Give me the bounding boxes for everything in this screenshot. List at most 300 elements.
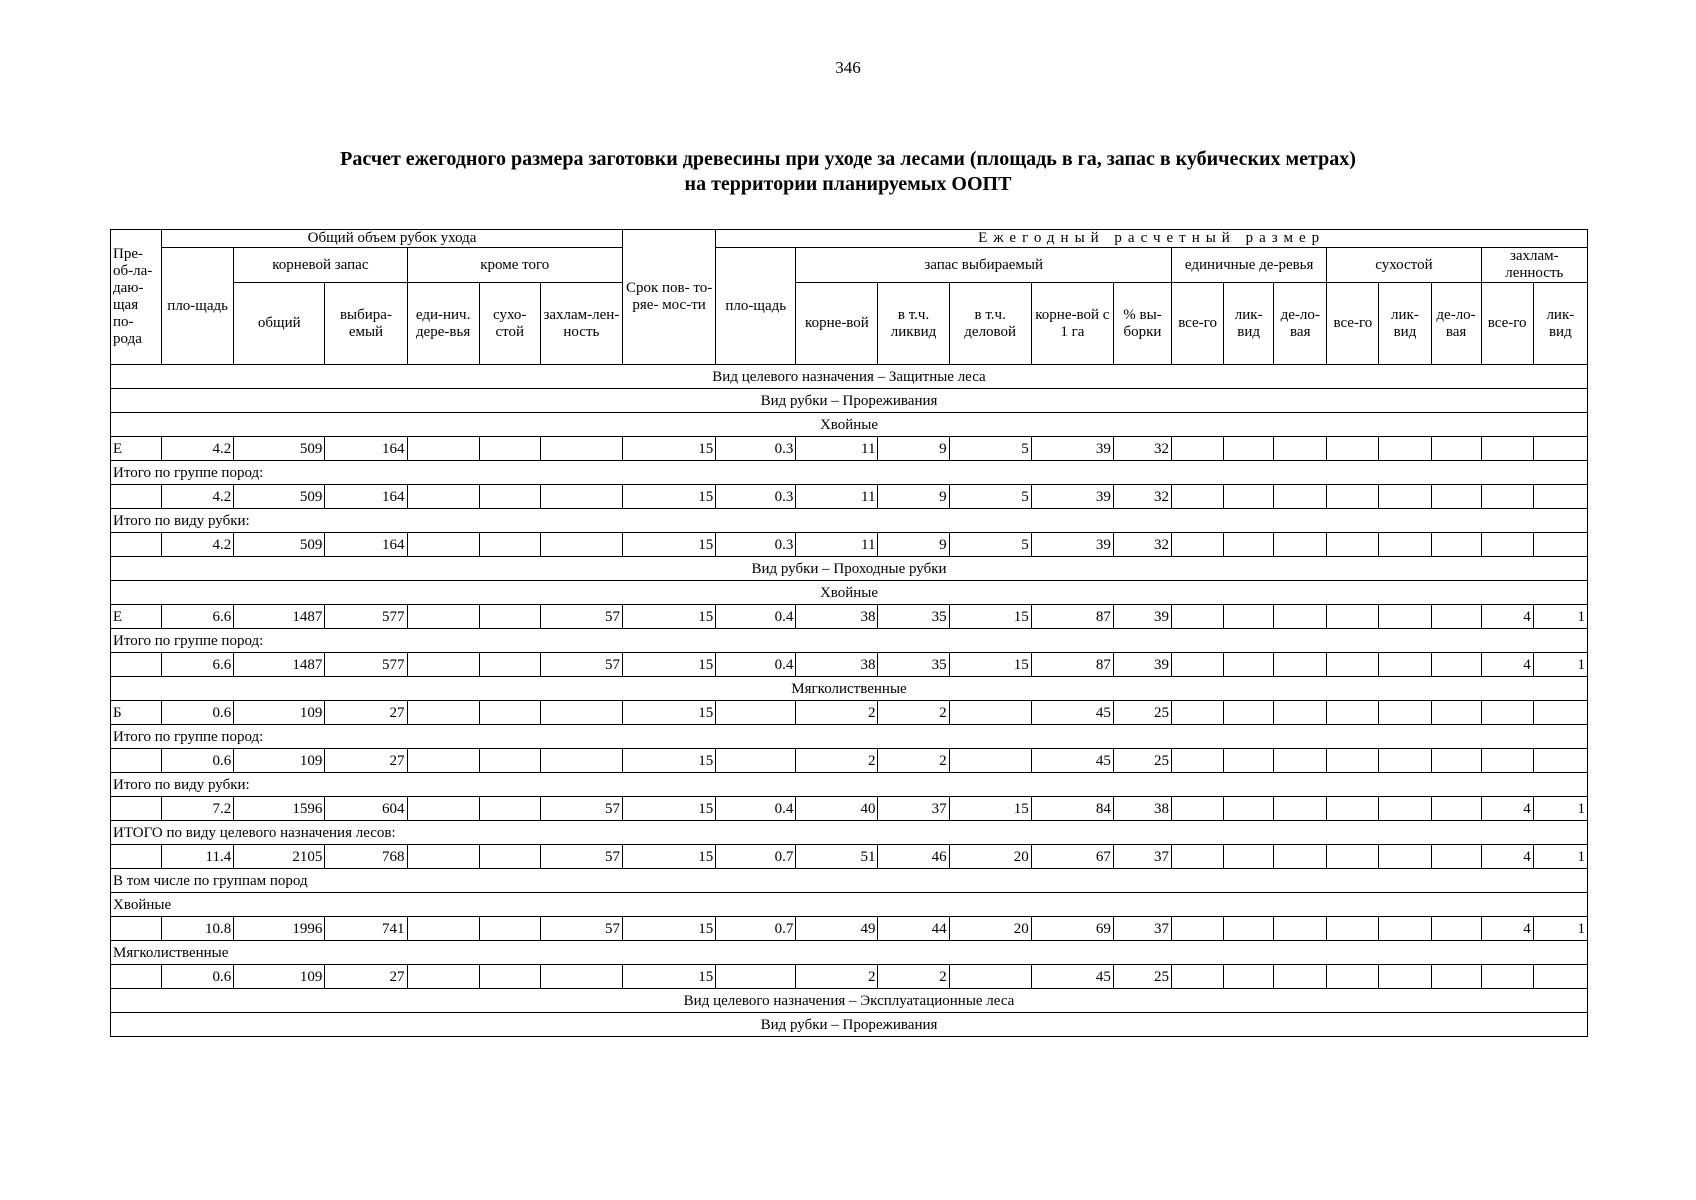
table-cell: [1172, 965, 1224, 989]
table-cell: 15: [623, 437, 716, 461]
table-cell: [716, 749, 796, 773]
table-cell: 32: [1113, 533, 1171, 557]
table-cell: [1224, 845, 1274, 869]
table-cell: 15: [623, 653, 716, 677]
header-root-stock: корневой запас: [234, 248, 407, 283]
header-single-all: все-го: [1172, 283, 1224, 365]
table-cell: 768: [325, 845, 407, 869]
table-cell: 15: [623, 917, 716, 941]
table-cell: 9: [878, 533, 949, 557]
table-cell: [1172, 917, 1224, 941]
section-heading: Хвойные: [111, 413, 1588, 437]
table-cell: 39: [1113, 605, 1171, 629]
header-deadwood-business: де-ло-вая: [1431, 283, 1481, 365]
table-cell: [1274, 485, 1327, 509]
table-cell: [1224, 653, 1274, 677]
table-cell: [1327, 917, 1379, 941]
header-litter: захлам-лен-ность: [540, 283, 622, 365]
subtotal-label: Итого по группе пород:: [111, 725, 1588, 749]
table-cell: [479, 653, 540, 677]
table-cell: 25: [1113, 749, 1171, 773]
section-heading: Мягколиственные: [111, 677, 1588, 701]
table-cell: 15: [623, 485, 716, 509]
table-header: [111, 230, 1588, 365]
table-cell: [1533, 749, 1587, 773]
table-cell: [1481, 485, 1533, 509]
table-cell: 509: [234, 485, 325, 509]
header-besides: кроме того: [407, 248, 622, 283]
table-cell: [1431, 605, 1481, 629]
table-cell: 0.4: [716, 797, 796, 821]
table-row: [111, 845, 1588, 869]
table-cell: [1431, 533, 1481, 557]
section-row: [111, 1013, 1588, 1037]
table-cell: 37: [1113, 845, 1171, 869]
section-row: [111, 557, 1588, 581]
header-total-volume: Общий объем рубок ухода: [162, 230, 623, 248]
section-row: [111, 581, 1588, 605]
table-cell: 4.2: [162, 533, 234, 557]
table-cell: [111, 845, 162, 869]
table-cell: 509: [234, 533, 325, 557]
table-cell: [1533, 533, 1587, 557]
subtotal-label-row: [111, 821, 1588, 845]
table-cell: 45: [1031, 965, 1113, 989]
header-incl-liquid: в т.ч. ликвид: [878, 283, 949, 365]
subtotal-label: Итого по группе пород:: [111, 629, 1588, 653]
table-cell: 57: [540, 605, 622, 629]
table-cell: 4: [1481, 797, 1533, 821]
table-cell: [1431, 917, 1481, 941]
table-cell: 2105: [234, 845, 325, 869]
table-cell: [1172, 845, 1224, 869]
table-cell: [407, 749, 479, 773]
table-cell: [1379, 437, 1431, 461]
table-cell: [111, 917, 162, 941]
table-cell: 40: [796, 797, 878, 821]
table-cell: 39: [1031, 437, 1113, 461]
table-cell: [1224, 533, 1274, 557]
table-cell: [1224, 605, 1274, 629]
table-cell: [1172, 749, 1224, 773]
table-cell: [1224, 749, 1274, 773]
table-cell: 46: [878, 845, 949, 869]
table-cell: 1: [1533, 917, 1587, 941]
table-cell: 39: [1113, 653, 1171, 677]
table-cell: 5: [949, 437, 1031, 461]
table-cell: [1379, 965, 1431, 989]
header-deadwood: сухо-стой: [479, 283, 540, 365]
table-cell: [1379, 749, 1431, 773]
subtotal-label-row: [111, 725, 1588, 749]
table-row: [111, 533, 1588, 557]
table-cell: 67: [1031, 845, 1113, 869]
table-cell: 35: [878, 653, 949, 677]
table-cell: 577: [325, 605, 407, 629]
table-cell: [479, 437, 540, 461]
table-cell: 20: [949, 845, 1031, 869]
table-cell: [1533, 437, 1587, 461]
table-cell: [540, 485, 622, 509]
subtotal-label: Итого по виду рубки:: [111, 773, 1588, 797]
table-cell: [1274, 437, 1327, 461]
table-cell: [1379, 653, 1431, 677]
table-cell: [1431, 437, 1481, 461]
table-cell: [111, 533, 162, 557]
header-root-per-ha: корне-вой с 1 га: [1031, 283, 1113, 365]
header-single-trees: еди-нич. дере-вья: [407, 283, 479, 365]
table-cell: 2: [796, 965, 878, 989]
table-cell: 2: [878, 701, 949, 725]
header-species: Пре-об-ла-даю-щая по-рода: [111, 230, 162, 365]
table-cell: [1327, 653, 1379, 677]
table-cell: 7.2: [162, 797, 234, 821]
table-cell: [407, 845, 479, 869]
table-cell: [949, 701, 1031, 725]
table-cell: 15: [949, 653, 1031, 677]
title-line-2: на территории планируемых ООПТ: [684, 173, 1012, 195]
table-cell: 109: [234, 965, 325, 989]
table-cell: [1327, 965, 1379, 989]
table-cell: [1172, 605, 1224, 629]
table-cell: 49: [796, 917, 878, 941]
subtotal-label-row: [111, 461, 1588, 485]
table-cell: [1327, 701, 1379, 725]
table-cell: [407, 653, 479, 677]
table-cell: 87: [1031, 653, 1113, 677]
table-cell: 4: [1481, 917, 1533, 941]
table-cell: [1327, 749, 1379, 773]
table-cell: [407, 605, 479, 629]
table-cell: [540, 701, 622, 725]
table-cell: [111, 797, 162, 821]
table-cell: [949, 749, 1031, 773]
table-cell: [111, 965, 162, 989]
table-cell: 87: [1031, 605, 1113, 629]
table-cell: [407, 701, 479, 725]
table-cell: 15: [623, 701, 716, 725]
table-cell: [540, 533, 622, 557]
table-cell: 4.2: [162, 485, 234, 509]
table-cell: [1224, 917, 1274, 941]
table-cell: [1533, 701, 1587, 725]
table-cell: 38: [796, 653, 878, 677]
table-cell: 9: [878, 437, 949, 461]
table-row: [111, 917, 1588, 941]
header-deadwood-group: сухостой: [1327, 248, 1481, 283]
table-cell: [1274, 845, 1327, 869]
table-cell: [1379, 701, 1431, 725]
table-cell: [1533, 965, 1587, 989]
table-cell: 15: [623, 845, 716, 869]
table-cell: 1487: [234, 653, 325, 677]
table-cell: [1379, 605, 1431, 629]
header-single-business: де-ло-вая: [1274, 283, 1327, 365]
table-cell: [1431, 749, 1481, 773]
section-heading: Вид целевого назначения – Защитные леса: [111, 365, 1588, 389]
table-row: [111, 965, 1588, 989]
section-row: [111, 389, 1588, 413]
subtotal-label-row: [111, 509, 1588, 533]
table-cell: 39: [1031, 485, 1113, 509]
table-cell: 15: [623, 797, 716, 821]
table-cell: 2: [796, 701, 878, 725]
table-cell: [1327, 533, 1379, 557]
table-cell: [1379, 845, 1431, 869]
header-annual-area: пло-щадь: [716, 248, 796, 365]
table-cell: [1224, 485, 1274, 509]
table-cell: 51: [796, 845, 878, 869]
table-cell: 0.7: [716, 917, 796, 941]
table-cell: 0.3: [716, 533, 796, 557]
table-cell: 57: [540, 653, 622, 677]
subtotal-label: Хвойные: [111, 893, 1588, 917]
table-cell: [1274, 797, 1327, 821]
table-cell: [479, 533, 540, 557]
table-cell: [479, 965, 540, 989]
table-cell: [407, 485, 479, 509]
subtotal-label-row: [111, 773, 1588, 797]
table-cell: [479, 845, 540, 869]
table-cell: 164: [325, 437, 407, 461]
table-cell: [540, 965, 622, 989]
table-cell: 57: [540, 917, 622, 941]
table-cell: 0.4: [716, 605, 796, 629]
table-cell: [1327, 485, 1379, 509]
table-row: [111, 653, 1588, 677]
table-cell: [407, 533, 479, 557]
table-cell: 5: [949, 485, 1031, 509]
table-cell: 11: [796, 485, 878, 509]
table-cell: 1: [1533, 653, 1587, 677]
table-cell: [1172, 485, 1224, 509]
table-cell: [949, 965, 1031, 989]
page-number: 346: [835, 58, 861, 77]
section-row: [111, 413, 1588, 437]
table-cell: [1327, 437, 1379, 461]
table-cell: 15: [949, 605, 1031, 629]
table-cell: 2: [796, 749, 878, 773]
harvest-table: [110, 229, 1588, 1037]
table-cell: [1379, 917, 1431, 941]
table-cell: 2: [878, 965, 949, 989]
subtotal-label-row: [111, 629, 1588, 653]
table-cell: 25: [1113, 701, 1171, 725]
table-cell: [1327, 605, 1379, 629]
header-root: корне-вой: [796, 283, 878, 365]
title-line-1: Расчет ежегодного размера заготовки древесины при уходе за лесами (площадь в га, запас в кубических метрах): [340, 148, 1356, 170]
header-total: общий: [234, 283, 325, 365]
table-cell: 109: [234, 749, 325, 773]
header-litter-all: все-го: [1481, 283, 1533, 365]
table-row: [111, 701, 1588, 725]
header-annual-size: Ежегодный расчетный размер: [716, 230, 1588, 248]
subtotal-label-row: [111, 893, 1588, 917]
table-cell: [407, 965, 479, 989]
section-heading: Вид рубки – Проходные рубки: [111, 557, 1588, 581]
table-row: [111, 605, 1588, 629]
table-cell: 1596: [234, 797, 325, 821]
table-cell: Е: [111, 605, 162, 629]
table-cell: 38: [796, 605, 878, 629]
table-cell: [1327, 845, 1379, 869]
table-cell: 11: [796, 533, 878, 557]
table-cell: 0.4: [716, 653, 796, 677]
section-heading: Вид рубки – Прореживания: [111, 1013, 1588, 1037]
table-cell: 32: [1113, 437, 1171, 461]
subtotal-label: Итого по виду рубки:: [111, 509, 1588, 533]
section-row: [111, 677, 1588, 701]
table-cell: 45: [1031, 701, 1113, 725]
table-cell: 45: [1031, 749, 1113, 773]
table-cell: [1172, 653, 1224, 677]
table-cell: [479, 605, 540, 629]
table-cell: [1431, 965, 1481, 989]
table-cell: [1172, 437, 1224, 461]
table-cell: [540, 749, 622, 773]
table-cell: 11.4: [162, 845, 234, 869]
table-cell: 57: [540, 845, 622, 869]
table-cell: 1: [1533, 605, 1587, 629]
table-cell: [716, 701, 796, 725]
table-cell: [1224, 797, 1274, 821]
table-cell: 577: [325, 653, 407, 677]
table-cell: [407, 917, 479, 941]
table-cell: [1481, 965, 1533, 989]
table-cell: 109: [234, 701, 325, 725]
table-cell: 164: [325, 533, 407, 557]
table-row: [111, 749, 1588, 773]
table-cell: 37: [1113, 917, 1171, 941]
table-cell: Б: [111, 701, 162, 725]
table-cell: 20: [949, 917, 1031, 941]
table-cell: [1481, 749, 1533, 773]
table-cell: 741: [325, 917, 407, 941]
table-cell: [1274, 965, 1327, 989]
table-cell: [1274, 749, 1327, 773]
table-cell: 38: [1113, 797, 1171, 821]
document-title: [0, 147, 1696, 197]
table-cell: [1327, 797, 1379, 821]
table-cell: [1431, 845, 1481, 869]
table-cell: [1379, 485, 1431, 509]
table-row: [111, 797, 1588, 821]
table-cell: [1224, 701, 1274, 725]
table-cell: 11: [796, 437, 878, 461]
table-cell: [1481, 533, 1533, 557]
table-cell: [1481, 437, 1533, 461]
header-single-trees-group: единичные де-ревья: [1172, 248, 1327, 283]
table-cell: 6.6: [162, 653, 234, 677]
table-cell: [1172, 797, 1224, 821]
table-cell: [479, 701, 540, 725]
table-cell: 57: [540, 797, 622, 821]
header-pct-selection: % вы-борки: [1113, 283, 1171, 365]
table-cell: [1274, 701, 1327, 725]
header-incl-business: в т.ч. деловой: [949, 283, 1031, 365]
section-heading: Вид целевого назначения – Эксплуатационные леса: [111, 989, 1588, 1013]
table-cell: 35: [878, 605, 949, 629]
header-single-liquid: лик-вид: [1224, 283, 1274, 365]
table-cell: [1379, 797, 1431, 821]
header-deadwood-liquid: лик-вид: [1379, 283, 1431, 365]
table-cell: [716, 965, 796, 989]
table-cell: 509: [234, 437, 325, 461]
table-cell: 1996: [234, 917, 325, 941]
table-cell: [1481, 701, 1533, 725]
table-cell: [407, 437, 479, 461]
table-cell: [1533, 485, 1587, 509]
table-cell: [1274, 917, 1327, 941]
table-cell: [407, 797, 479, 821]
header-selected: выбира-емый: [325, 283, 407, 365]
header-litter-liquid: лик-вид: [1533, 283, 1587, 365]
table-cell: 15: [949, 797, 1031, 821]
table-cell: [1431, 797, 1481, 821]
table-cell: 1: [1533, 845, 1587, 869]
header-deadwood-all: все-го: [1327, 283, 1379, 365]
table-cell: 39: [1031, 533, 1113, 557]
header-area: пло-щадь: [162, 248, 234, 365]
section-heading: Хвойные: [111, 581, 1588, 605]
table-cell: 44: [878, 917, 949, 941]
table-cell: [479, 485, 540, 509]
table-cell: 10.8: [162, 917, 234, 941]
table-body: [111, 365, 1588, 1037]
table-cell: 0.3: [716, 437, 796, 461]
table-row: [111, 437, 1588, 461]
table-cell: 604: [325, 797, 407, 821]
table-cell: [1224, 437, 1274, 461]
table-cell: Е: [111, 437, 162, 461]
table-cell: [111, 485, 162, 509]
table-cell: [1431, 653, 1481, 677]
table-cell: [1224, 965, 1274, 989]
table-cell: 6.6: [162, 605, 234, 629]
table-cell: 9: [878, 485, 949, 509]
table-cell: [479, 797, 540, 821]
section-row: [111, 365, 1588, 389]
table-cell: [111, 653, 162, 677]
table-cell: 0.6: [162, 701, 234, 725]
table-cell: 1487: [234, 605, 325, 629]
table-cell: 15: [623, 605, 716, 629]
table-cell: [111, 749, 162, 773]
table-cell: [1274, 653, 1327, 677]
table-cell: 5: [949, 533, 1031, 557]
table-cell: 84: [1031, 797, 1113, 821]
table-cell: 1: [1533, 797, 1587, 821]
subtotal-label: Итого по группе пород:: [111, 461, 1588, 485]
table-cell: [479, 749, 540, 773]
table-cell: 15: [623, 533, 716, 557]
table-cell: 25: [1113, 965, 1171, 989]
table-cell: 27: [325, 749, 407, 773]
table-cell: 0.3: [716, 485, 796, 509]
subtotal-label: Мягколиственные: [111, 941, 1588, 965]
table-cell: 32: [1113, 485, 1171, 509]
table-row: [111, 485, 1588, 509]
table-cell: 4: [1481, 845, 1533, 869]
section-heading: Вид рубки – Прореживания: [111, 389, 1588, 413]
table-cell: [1274, 533, 1327, 557]
header-period: Срок пов- то-ряе- мос-ти: [623, 230, 716, 365]
table-cell: 27: [325, 701, 407, 725]
table-cell: [479, 917, 540, 941]
table-cell: [1172, 701, 1224, 725]
table-cell: 4: [1481, 605, 1533, 629]
subtotal-label-row: [111, 869, 1588, 893]
